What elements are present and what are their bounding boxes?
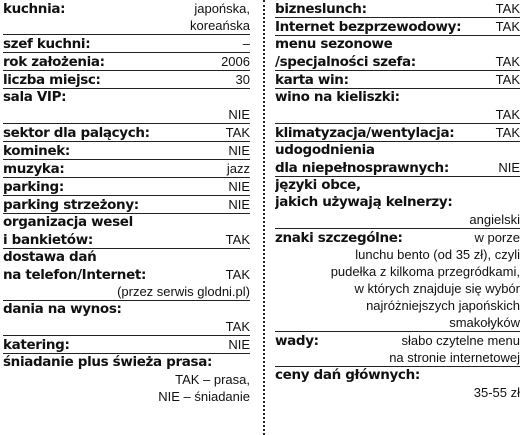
field-value: pudełka z kilkoma przegródkami,: [330, 264, 520, 279]
info-row: [3, 214, 250, 249]
field-label: muzyka:: [3, 161, 65, 177]
field-label: parking strzeżony:: [3, 197, 139, 213]
field-label: liczba miejsc:: [3, 72, 101, 88]
info-row: [275, 332, 520, 367]
field-value: lunchu bento (od 35 zł), czyli: [355, 247, 520, 262]
info-line: [275, 280, 520, 297]
info-line: [275, 229, 520, 246]
field-value: NIE: [228, 197, 250, 212]
info-line: [3, 106, 250, 123]
info-line: [275, 349, 520, 366]
field-value: smakołyków: [449, 315, 520, 330]
info-line: [3, 301, 250, 318]
field-value: słabo czytelne menu: [401, 333, 520, 348]
info-line: [3, 35, 250, 52]
field-value: (przez serwis glodni.pl): [117, 284, 250, 299]
field-label: języki obce,: [275, 177, 361, 193]
info-line: [275, 314, 520, 331]
info-line: [3, 17, 250, 34]
field-label: organizacja wesel: [3, 214, 133, 230]
info-line: [3, 89, 250, 106]
field-label: bizneslunch:: [275, 1, 367, 17]
info-line: [275, 0, 520, 17]
info-line: [275, 142, 520, 159]
info-row: [3, 53, 250, 71]
info-line: [275, 384, 520, 401]
info-line: [3, 160, 250, 177]
field-label: sektor dla palących:: [3, 125, 150, 141]
info-line: [275, 177, 520, 194]
info-row: [3, 142, 250, 160]
info-line: [275, 106, 520, 123]
info-row: [275, 142, 520, 177]
field-value: najróżniejszych japońskich: [366, 298, 520, 313]
info-row: [3, 354, 250, 405]
field-label: ceny dań głównych:: [275, 367, 420, 383]
info-line: [3, 249, 250, 266]
field-label: kominek:: [3, 143, 70, 159]
field-label: i bankietów:: [3, 232, 93, 248]
info-line: [275, 367, 520, 384]
field-value: TAK: [495, 72, 520, 87]
field-value: TAK – prasa,: [175, 372, 250, 387]
field-value: TAK: [225, 125, 250, 140]
info-line: [275, 124, 520, 141]
field-value: NIE: [228, 179, 250, 194]
info-line: [275, 211, 520, 228]
field-value: TAK: [495, 125, 520, 140]
info-row: [3, 301, 250, 336]
field-value: koreańska: [190, 18, 250, 33]
field-value: w porze: [474, 230, 520, 245]
info-line: [3, 336, 250, 353]
info-line: [275, 71, 520, 88]
info-line: [275, 246, 520, 263]
info-line: [275, 332, 520, 349]
field-label: rok założenia:: [3, 54, 105, 70]
field-value: 2006: [221, 54, 250, 69]
field-label: karta win:: [275, 72, 349, 88]
info-row: [275, 177, 520, 229]
info-row: [3, 89, 250, 124]
info-line: [3, 214, 250, 231]
info-row: [3, 336, 250, 354]
left-column: [3, 0, 250, 405]
info-line: [3, 53, 250, 70]
field-value: TAK: [225, 232, 250, 247]
info-line: [3, 71, 250, 88]
field-label: klimatyzacja/wentylacja:: [275, 125, 455, 141]
field-value: NIE: [228, 143, 250, 158]
field-value: NIE – śniadanie: [158, 389, 250, 404]
info-row: [275, 36, 520, 71]
info-line: [275, 297, 520, 314]
info-row: [275, 89, 520, 124]
field-value: japońska,: [194, 1, 250, 16]
info-line: [3, 231, 250, 248]
field-label: dla niepełnosprawnych:: [275, 160, 449, 176]
field-value: jazz: [226, 161, 250, 176]
info-row: [275, 229, 520, 332]
info-line: [275, 263, 520, 280]
field-label: katering:: [3, 337, 70, 353]
info-line: [3, 0, 250, 17]
field-label: szef kuchni:: [3, 36, 91, 52]
field-value: w których znajduje się wybór: [354, 281, 520, 296]
field-label: sala VIP:: [3, 89, 67, 105]
field-label: wino na kieliszki:: [275, 89, 400, 105]
info-row: [275, 124, 520, 142]
info-row: [275, 0, 520, 18]
field-label: śniadanie plus świeża prasa:: [3, 354, 213, 370]
field-value: –: [242, 36, 250, 51]
info-line: [3, 124, 250, 141]
right-column: [275, 0, 520, 401]
info-line: [3, 142, 250, 159]
info-line: [3, 388, 250, 405]
info-row: [275, 367, 520, 401]
field-label: menu sezonowe: [275, 36, 393, 52]
info-row: [275, 71, 520, 89]
field-label: kuchnia:: [3, 1, 66, 17]
info-line: [3, 318, 250, 335]
field-value: NIE: [228, 107, 250, 122]
field-value: na stronie internetowej: [389, 350, 520, 365]
field-label: znaki szczególne:: [275, 230, 403, 246]
info-line: [275, 36, 520, 53]
info-row: [3, 124, 250, 142]
field-label: na telefon/Internet:: [3, 267, 147, 283]
field-label: Internet bezprzewodowy:: [275, 19, 462, 35]
info-row: [3, 160, 250, 178]
info-line: [3, 266, 250, 283]
info-row: [3, 178, 250, 196]
field-value: NIE: [228, 337, 250, 352]
info-line: [3, 178, 250, 195]
info-line: [275, 194, 520, 211]
info-row: [3, 196, 250, 214]
info-line: [3, 283, 250, 300]
info-line: [275, 18, 520, 35]
column-divider: [263, 0, 265, 435]
field-label: dostawa dań: [3, 249, 97, 265]
field-label: /specjalności szefa:: [275, 54, 416, 70]
field-value: 35-55 zł: [473, 385, 520, 400]
field-label: dania na wynos:: [3, 301, 122, 317]
info-line: [275, 159, 520, 176]
field-label: jakich używają kelnerzy:: [275, 194, 453, 210]
info-row: [3, 71, 250, 89]
field-value: TAK: [495, 1, 520, 16]
info-line: [3, 354, 250, 371]
info-line: [275, 89, 520, 106]
field-value: NIE: [498, 160, 520, 175]
field-value: TAK: [495, 19, 520, 34]
field-value: TAK: [495, 54, 520, 69]
field-value: 30: [235, 72, 250, 87]
field-value: TAK: [225, 267, 250, 282]
field-value: TAK: [495, 107, 520, 122]
info-row: [3, 0, 250, 35]
field-label: wady:: [275, 333, 319, 349]
info-row: [275, 18, 520, 36]
field-value: TAK: [225, 319, 250, 334]
field-label: parking:: [3, 179, 64, 195]
info-row: [3, 249, 250, 301]
info-line: [3, 196, 250, 213]
field-value: angielski: [469, 212, 520, 227]
info-line: [3, 371, 250, 388]
field-label: udogodnienia: [275, 142, 375, 158]
info-row: [3, 35, 250, 53]
info-line: [275, 53, 520, 70]
